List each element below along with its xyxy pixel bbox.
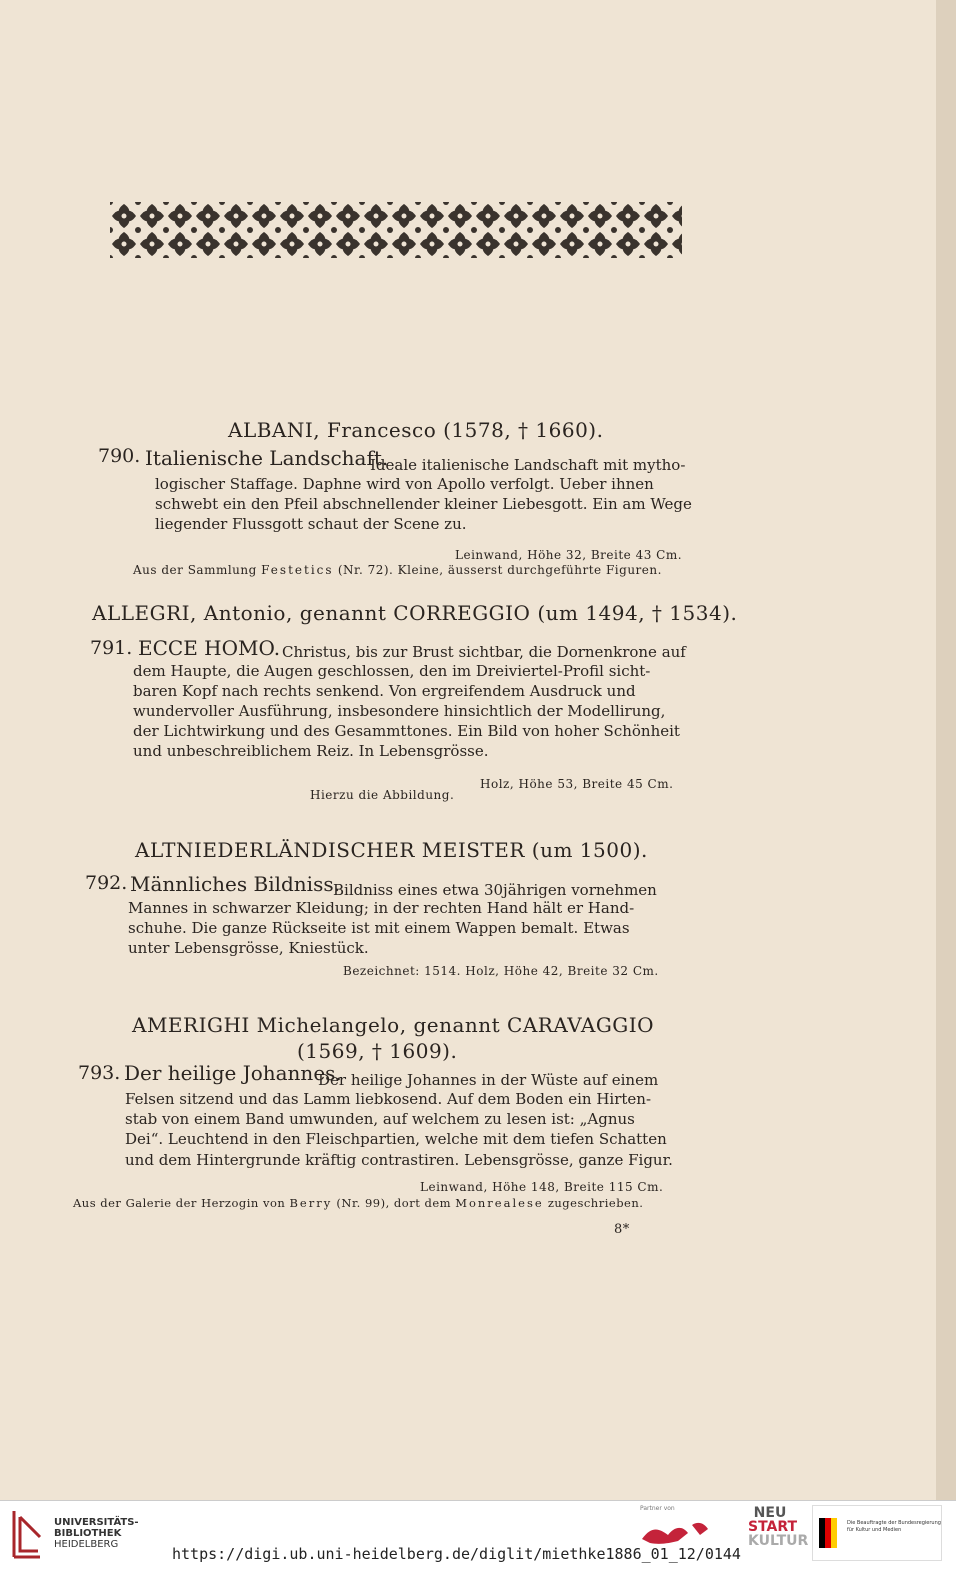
painting-title: Männliches Bildniss.	[130, 872, 340, 896]
description-line: der Lichtwirkung und des Gesammttones. Ein Bild von hoher Schönheit	[133, 722, 680, 740]
catalog-number: 791.	[90, 637, 133, 659]
description-line: und unbeschreiblichem Reiz. In Lebensgrösse.	[133, 742, 489, 760]
university-library-logo-icon	[10, 1507, 46, 1563]
artist-heading: AMERIGHI Michelangelo, genannt CARAVAGGIO	[132, 1013, 655, 1037]
description-line: liegender Flussgott schaut der Scene zu.	[155, 515, 467, 533]
medium-dimensions: Holz, Höhe 53, Breite 45 Cm.	[480, 777, 674, 791]
artist-heading: ALLEGRI, Antonio, genannt CORREGGIO (um 1494, † 1534).	[92, 601, 738, 625]
artist-heading: ALBANI, Francesco (1578, † 1660).	[228, 418, 604, 442]
artist-heading: ALTNIEDERLÄNDISCHER MEISTER (um 1500).	[135, 838, 648, 862]
bkm-text: Die Beauftragte der Bundesregierung für Kultur und Medien	[847, 1520, 941, 1533]
description-line: und dem Hintergrunde kräftig contrastiren. Lebensgrösse, ganze Figur.	[125, 1151, 673, 1169]
description-line: Der heilige Johannes in der Wüste auf einem	[318, 1071, 659, 1089]
page-url[interactable]: https://digi.ub.uni-heidelberg.de/diglit/miethke1886_01_12/0144	[172, 1545, 741, 1563]
illustration-note: Hierzu die Abbildung.	[310, 788, 455, 802]
description-line: unter Lebensgrösse, Kniestück.	[128, 939, 369, 957]
description-line: dem Haupte, die Augen geschlossen, den im Dreiviertel-Profil sicht-	[133, 662, 651, 680]
library-name: UNIVERSITÄTS- BIBLIOTHEK HEIDELBERG	[54, 1517, 139, 1550]
description-line: Christus, bis zur Brust sichtbar, die Dornenkrone auf	[282, 643, 686, 661]
description-line: logischer Staffage. Daphne wird von Apollo verfolgt. Ueber ihnen	[155, 475, 654, 493]
provenance-line: Aus der Sammlung Festetics (Nr. 72). Kleine, äusserst durchgeführte Figuren.	[133, 563, 662, 577]
medium-dimensions: Leinwand, Höhe 32, Breite 43 Cm.	[455, 548, 683, 562]
neustart-kultur-logo[interactable]: NEU START KULTUR	[748, 1505, 809, 1549]
painting-title: ECCE HOMO.	[138, 636, 281, 660]
description-line: Dei“. Leuchtend in den Fleischpartien, welche mit dem tiefen Schatten	[125, 1130, 667, 1148]
description-line: schuhe. Die ganze Rückseite ist mit einem Wappen bemalt. Etwas	[128, 919, 630, 937]
page-edge	[936, 0, 956, 1500]
signature-medium-dimensions: Bezeichnet: 1514. Holz, Höhe 42, Breite 32 Cm.	[343, 964, 659, 978]
provenance-line: Aus der Galerie der Herzogin von Berry (Nr. 99), dort dem Monrealese zugeschrieben.	[73, 1196, 644, 1210]
description-line: wundervoller Ausführung, insbesondere hinsichtlich der Modellirung,	[133, 702, 666, 720]
description-line: baren Kopf nach rechts senkend. Von ergreifendem Ausdruck und	[133, 682, 636, 700]
painting-title: Italienische Landschaft.	[145, 446, 389, 470]
description-line: schwebt ein den Pfeil abschnellender kleiner Liebesgott. Ein am Wege	[155, 495, 692, 513]
catalog-number: 792.	[85, 872, 128, 894]
description-line: Bildniss eines etwa 30jährigen vornehmen	[333, 881, 657, 899]
page-signature: 8*	[614, 1222, 630, 1237]
medium-dimensions: Leinwand, Höhe 148, Breite 115 Cm.	[420, 1180, 664, 1194]
artist-dates: (1569, † 1609).	[297, 1039, 458, 1063]
description-line: stab von einem Band umwunden, auf welchem zu lesen ist: „Agnus	[125, 1110, 635, 1128]
ornamental-border	[110, 202, 682, 258]
description-line: Ideale italienische Landschaft mit mytho-	[370, 456, 686, 474]
bkm-logo[interactable]	[812, 1505, 942, 1561]
catalog-number: 793.	[78, 1062, 121, 1084]
eagle-icon	[819, 1518, 843, 1548]
description-line: Mannes in schwarzer Kleidung; in der rechten Hand hält er Hand-	[128, 899, 635, 917]
catalog-number: 790.	[98, 445, 141, 467]
partner-label: Partner von	[640, 1505, 675, 1512]
description-line: Felsen sitzend und das Lamm liebkosend. Auf dem Boden ein Hirten-	[125, 1090, 652, 1108]
painting-title: Der heilige Johannes.	[124, 1061, 342, 1085]
